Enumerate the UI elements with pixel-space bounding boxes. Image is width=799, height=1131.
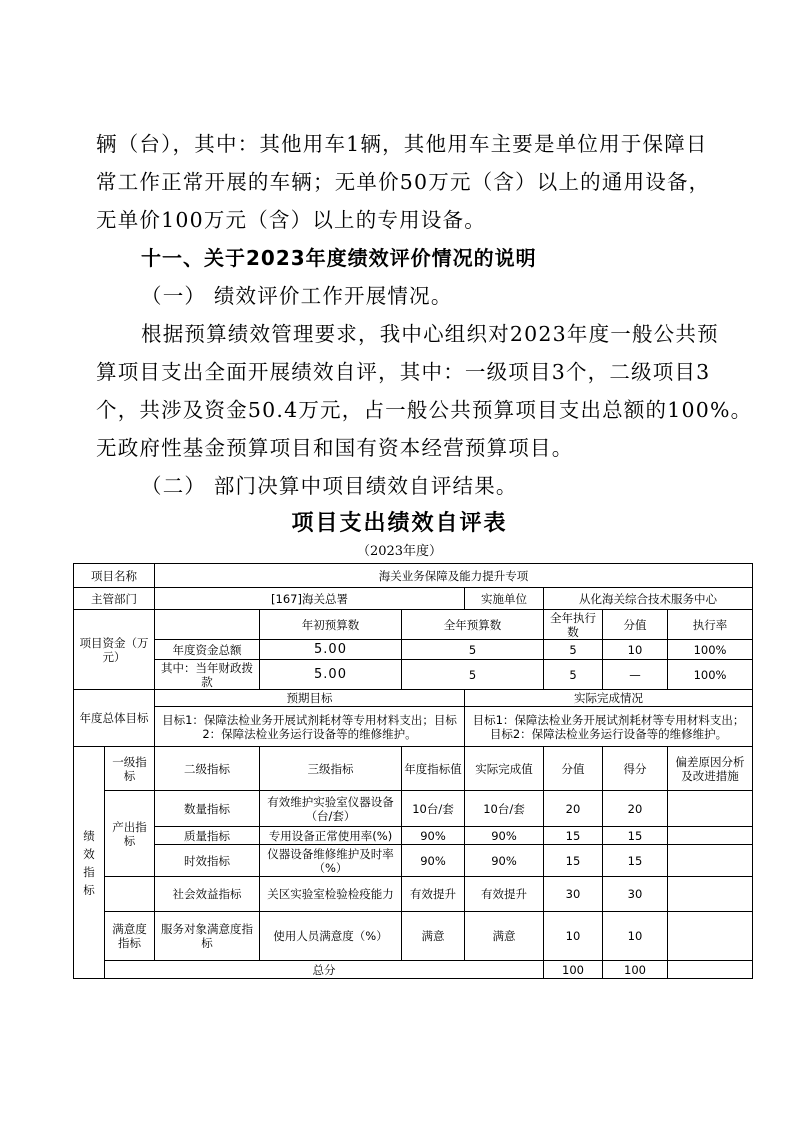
- score-value-cell: 30: [544, 877, 603, 912]
- target-cell: 90%: [402, 845, 465, 877]
- table-row: [74, 827, 753, 845]
- actual-cell: 满意: [465, 912, 544, 961]
- indicator-header: 年度指标值: [402, 747, 465, 791]
- indicator-header: 实际完成值: [465, 747, 544, 791]
- funds-header: 执行率: [668, 610, 753, 640]
- actual-cell: 有效提升: [465, 877, 544, 912]
- score-value-cell: 20: [544, 791, 603, 827]
- level2-cell: 时效指标: [155, 845, 260, 877]
- funds-cell: —: [603, 660, 668, 690]
- output-label: 产出指标: [105, 791, 155, 877]
- empty-cell: [155, 610, 260, 640]
- indicator-header: 得分: [603, 747, 668, 791]
- target-cell: 有效提升: [402, 877, 465, 912]
- funds-cell: 10: [603, 640, 668, 660]
- table-row: [74, 912, 753, 961]
- funds-cell: 5.00: [260, 660, 402, 690]
- funds-cell: 100%: [668, 660, 753, 690]
- score-cell: 15: [603, 827, 668, 845]
- funds-label: 项目资金（万元）: [74, 610, 155, 690]
- funds-cell: 5.00: [260, 640, 402, 660]
- table-row: [74, 845, 753, 877]
- text-line: 无政府性基金预算项目和国有资本经营预算项目。: [96, 436, 574, 460]
- score-cell: 20: [603, 791, 668, 827]
- table-row: [74, 610, 753, 640]
- deviation-cell: [668, 827, 753, 845]
- indicator-header: 偏差原因分析及改进措施: [668, 747, 753, 791]
- table-row: [74, 877, 753, 912]
- score-value-cell: 15: [544, 845, 603, 877]
- total-score: 100: [603, 961, 668, 979]
- actual-cell: 90%: [465, 845, 544, 877]
- expected-goal-text: 目标1：保障法检业务开展试剂耗材等专用材料支出；目标2：保障法检业务运行设备等的维修维护。: [155, 707, 465, 747]
- project-name-label: 项目名称: [74, 564, 155, 588]
- target-cell: 满意: [402, 912, 465, 961]
- level3-cell: 专用设备正常使用率(%): [260, 827, 402, 845]
- table-row: [74, 640, 753, 660]
- level3-cell: 使用人员满意度（%）: [260, 912, 402, 961]
- table-row: [74, 588, 753, 610]
- text-line: 算项目支出全面开展绩效自评，其中：一级项目3个，二级项目3: [96, 360, 711, 384]
- subsection-heading-2: （二） 部门决算中项目绩效自评结果。: [141, 474, 518, 498]
- performance-table: [73, 563, 753, 979]
- table-year: （2023年度）: [356, 544, 443, 559]
- level2-cell: 质量指标: [155, 827, 260, 845]
- funds-row-label: 年度资金总额: [155, 640, 260, 660]
- level2-cell: 数量指标: [155, 791, 260, 827]
- empty-cell: [668, 961, 753, 979]
- score-cell: 10: [603, 912, 668, 961]
- table-row: [74, 707, 753, 747]
- text-line: 无单价100万元（含）以上的专用设备。: [96, 208, 486, 232]
- level3-cell: 有效维护实验室仪器设备（台/套）: [260, 791, 402, 827]
- satisfaction-label: 满意度指标: [105, 912, 155, 961]
- level3-cell: 关区实验室检验检疫能力: [260, 877, 402, 912]
- actual-cell: 90%: [465, 827, 544, 845]
- text-line: 根据预算绩效管理要求，我中心组织对2023年度一般公共预: [141, 322, 719, 346]
- deviation-cell: [668, 877, 753, 912]
- total-value: 100: [544, 961, 603, 979]
- level2-cell: 社会效益指标: [155, 877, 260, 912]
- expected-label: 预期目标: [155, 690, 465, 707]
- subsection-heading-1: （一） 绩效评价工作开展情况。: [141, 284, 453, 308]
- actual-label: 实际完成情况: [465, 690, 753, 707]
- deviation-cell: [668, 912, 753, 961]
- actual-cell: 10台/套: [465, 791, 544, 827]
- target-cell: 90%: [402, 827, 465, 845]
- section-heading: 十一、关于2023年度绩效评价情况的说明: [141, 246, 537, 270]
- target-cell: 10台/套: [402, 791, 465, 827]
- table-row: [74, 690, 753, 707]
- funds-cell: 100%: [668, 640, 753, 660]
- indicator-header: 分值: [544, 747, 603, 791]
- table-row: [74, 660, 753, 690]
- funds-header: 分值: [603, 610, 668, 640]
- funds-cell: 5: [402, 660, 544, 690]
- indicator-header: 一级指标: [105, 747, 155, 791]
- score-cell: 15: [603, 845, 668, 877]
- impl-value: 从化海关综合技术服务中心: [544, 588, 753, 610]
- text-line: 辆（台），其中：其他用车1辆，其他用车主要是单位用于保障日: [96, 132, 708, 156]
- empty-cell: [105, 877, 155, 912]
- indicator-label: [74, 747, 105, 979]
- indicator-label-text: 绩效指标: [83, 828, 95, 897]
- actual-goal-text: 目标1：保障法检业务开展试剂耗材等专用材料支出；目标2：保障法检业务运行设备等的维修维护。: [465, 707, 753, 747]
- score-value-cell: 10: [544, 912, 603, 961]
- score-value-cell: 15: [544, 827, 603, 845]
- level2-cell: 服务对象满意度指标: [155, 912, 260, 961]
- table-row: [74, 564, 753, 588]
- funds-cell: 5: [544, 660, 603, 690]
- funds-header: 全年预算数: [402, 610, 544, 640]
- deviation-cell: [668, 791, 753, 827]
- table-row: [74, 747, 753, 791]
- funds-row-label: 其中：当年财政拨款: [155, 660, 260, 690]
- table-title: 项目支出绩效自评表: [291, 510, 508, 536]
- table-row: [74, 791, 753, 827]
- total-label: 总分: [105, 961, 544, 979]
- project-name-value: 海关业务保障及能力提升专项: [155, 564, 753, 588]
- text-line: 常工作正常开展的车辆；无单价50万元（含）以上的通用设备，: [96, 170, 711, 194]
- score-cell: 30: [603, 877, 668, 912]
- level3-cell: 仪器设备维修维护及时率（%）: [260, 845, 402, 877]
- funds-header: 全年执行数: [544, 610, 603, 640]
- indicator-header: 二级指标: [155, 747, 260, 791]
- funds-cell: 5: [402, 640, 544, 660]
- text-line: 个，共涉及资金50.4万元，占一般公共预算项目支出总额的100%。: [96, 398, 753, 422]
- funds-cell: 5: [544, 640, 603, 660]
- dept-label: 主管部门: [74, 588, 155, 610]
- impl-label: 实施单位: [465, 588, 544, 610]
- deviation-cell: [668, 845, 753, 877]
- goal-label: 年度总体目标: [74, 690, 155, 747]
- funds-header: 年初预算数: [260, 610, 402, 640]
- indicator-header: 三级指标: [260, 747, 402, 791]
- table-row: [74, 961, 753, 979]
- paragraph-vehicles: [96, 125, 753, 505]
- dept-value: [167]海关总署: [155, 588, 465, 610]
